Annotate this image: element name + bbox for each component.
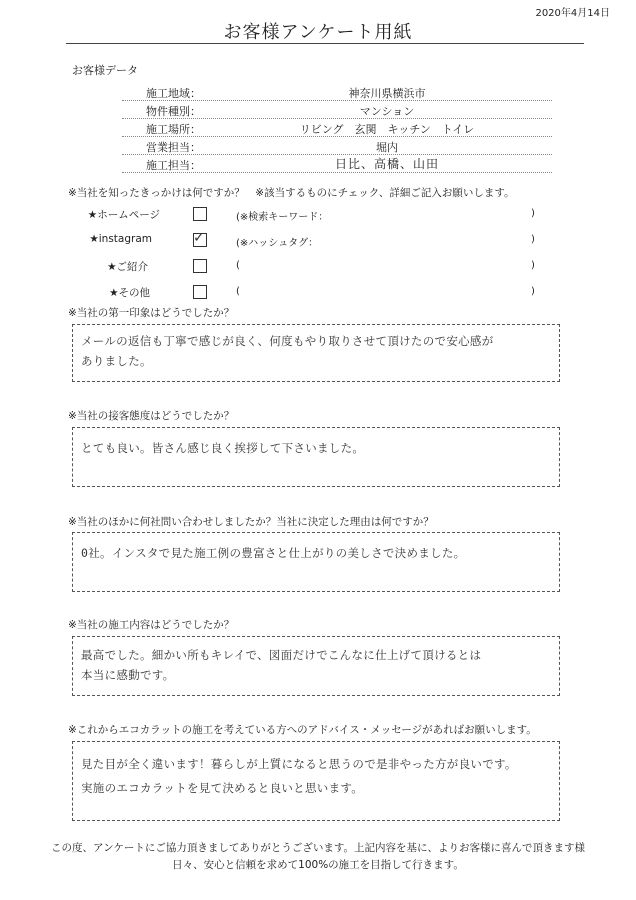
checkbox-other[interactable] [193,285,207,299]
option-label: ★その他 [109,287,150,299]
info-value-handwritten: 日比、高橋、山田 [334,157,439,171]
customer-data-heading: お客様データ [72,64,138,77]
option-field-label: ( [236,260,240,271]
survey-date: 2020年4月14日 [535,8,610,19]
option-field-close: ) [531,234,535,245]
info-label: 施工地域： [146,87,201,100]
info-row-area [122,82,552,101]
answer-line: 見た目が全く違います！暮らしが上質になると思うので是非やった方が良いです。 [81,757,517,771]
option-field-close: ) [531,286,535,297]
info-label: 施工場所： [146,123,201,136]
option-field-label: (※検索キーワード： [236,212,329,223]
option-label: ★instagram [89,233,152,245]
info-row-location [122,118,552,137]
question-first-impression: ※当社の第一印象はどうでしたか？ [68,307,235,319]
answer-line: 実施のエコカラットを見て決めると良いと思います。 [81,781,364,795]
checkbox-instagram[interactable] [193,230,207,247]
option-field-close: ) [531,260,535,271]
check-mark-icon: ✓ [193,230,205,246]
option-field-label: (※ハッシュタグ： [236,238,319,249]
answer-line: 0社。インスタで見た施工例の豊富さと仕上がりの美しさで決めました。 [81,546,466,560]
footer-line-1: この度、アンケートにご協力頂きましてありがとうございます。上記内容を基に、よりお客様に喜んで頂きます様 [50,842,586,854]
question-source: ※当社を知ったきっかけは何ですか？ ※該当するものにチェック、詳細ご記入お願いします。 [68,187,515,199]
footer-line-2: 日々、安心と信頼を求めて100%の施工を目指して行きます。 [172,859,464,871]
info-value: 神奈川県横浜市 [348,87,426,100]
title-underline [66,43,584,44]
option-field-close: ) [531,208,535,219]
option-label: ★ホームページ [87,209,160,221]
option-label: ★ご紹介 [107,261,148,273]
info-row-property-type [122,100,552,119]
answer-line: 最高でした。細かい所もキレイで、図面だけでこんなに仕上げて頂けるとは [81,648,482,662]
question-construction: ※当社の施工内容はどうでしたか？ [68,619,235,631]
info-label: 施工担当： [146,159,201,172]
info-label: 営業担当： [146,141,201,154]
answer-box-advice [72,741,560,821]
info-value: リビング 玄関 キッチン トイレ [299,123,475,136]
answer-box-service-attitude [72,427,560,487]
info-value: マンション [359,105,415,118]
answer-line: ありました。 [81,354,152,368]
question-other-companies: ※当社のほかに何社問い合わせしましたか？当社に決定した理由は何ですか？ [68,516,434,528]
answer-line: 本当に感動です。 [81,668,175,682]
info-value: 堀内 [376,141,398,154]
question-advice: ※これからエコカラットの施工を考えている方へのアドバイス・メッセージがあればお願いします。 [68,724,537,736]
question-service-attitude: ※当社の接客態度はどうでしたか？ [68,410,235,422]
info-row-installers [122,154,552,173]
answer-box-other-companies [72,532,560,592]
answer-line: メールの返信も丁寧で感じが良く、何度もやり取りさせて頂けたので安心感が [81,334,494,348]
answer-box-first-impression [72,324,560,382]
answer-box-construction [72,636,560,696]
info-row-sales [122,136,552,155]
info-label: 物件種別： [146,105,201,118]
checkbox-homepage[interactable] [193,207,207,221]
option-field-label: ( [236,286,240,297]
checkbox-referral[interactable] [193,259,207,273]
answer-line: とても良い。皆さん感じ良く挨拶して下さいました。 [81,441,365,455]
page-title: お客様アンケート用紙 [223,22,413,43]
